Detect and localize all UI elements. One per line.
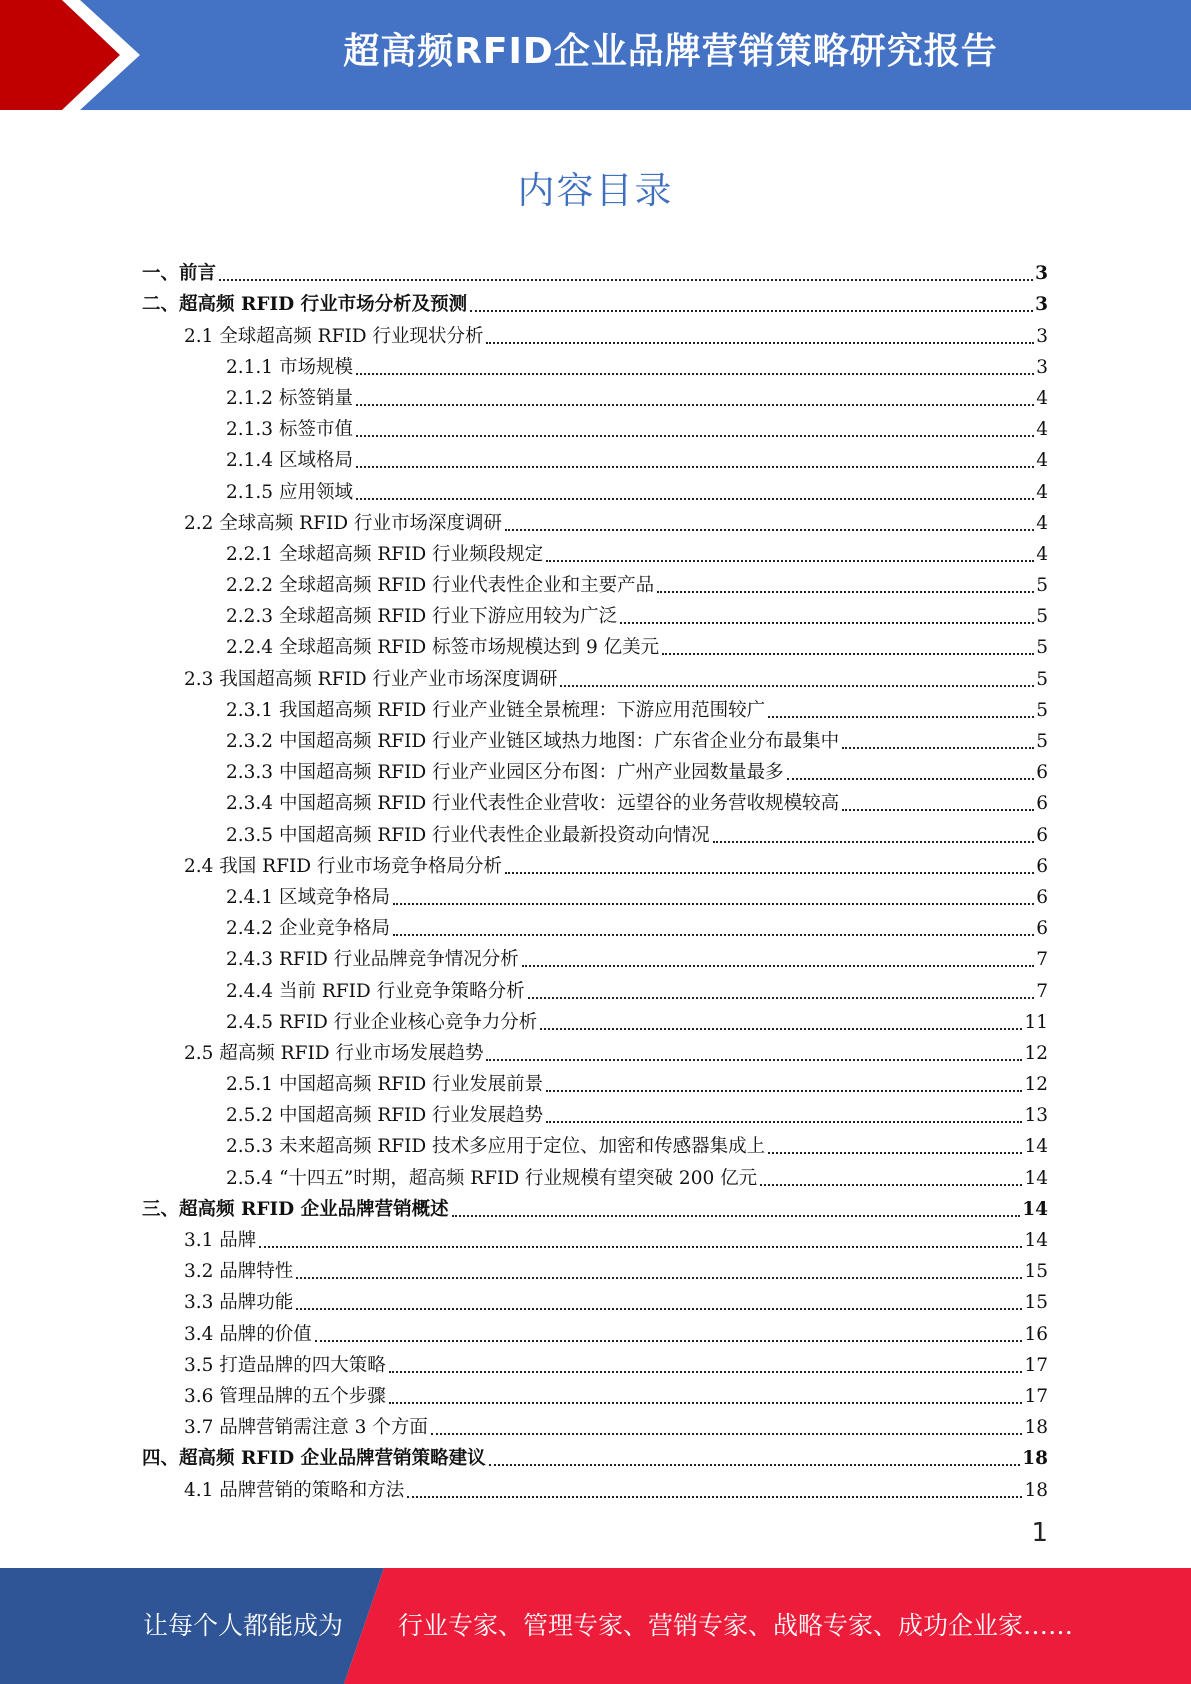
toc-dot-leader [356, 466, 1034, 468]
toc-entry[interactable] [142, 411, 1048, 442]
toc-entry-label: 2.4.4 当前 RFID 行业竞争策略分析 [226, 980, 525, 1002]
toc-entry[interactable] [142, 317, 1048, 348]
toc-dot-leader [620, 622, 1034, 624]
toc-entry[interactable] [142, 1440, 1048, 1471]
toc-entry-page: 17 [1024, 1385, 1048, 1407]
toc-entry-label: 2.5.1 中国超高频 RFID 行业发展前景 [226, 1074, 544, 1096]
toc-entry-page: 5 [1036, 606, 1048, 628]
toc-entry-label: 2.2.3 全球超高频 RFID 行业下游应用较为广泛 [226, 606, 618, 628]
toc-entry-page: 14 [1024, 1167, 1048, 1189]
toc-entry-page: 4 [1036, 543, 1048, 565]
toc-entry-page: 6 [1036, 855, 1048, 877]
toc-entry-page: 3 [1036, 356, 1048, 378]
toc-entry[interactable] [142, 910, 1048, 941]
toc-entry-page: 6 [1036, 886, 1048, 908]
toc-dot-leader [760, 1184, 1022, 1186]
toc-dot-leader [546, 1090, 1022, 1092]
toc-entry[interactable] [142, 723, 1048, 754]
toc-entry-label: 2.4.1 区域竞争格局 [226, 886, 390, 908]
toc-entry-page: 5 [1036, 668, 1048, 690]
toc-entry-page: 4 [1036, 450, 1048, 472]
toc-dot-leader [356, 373, 1034, 375]
toc-entry-label: 2.3.5 中国超高频 RFID 行业代表性企业最新投资动向情况 [226, 824, 710, 846]
toc-entry[interactable] [142, 349, 1048, 380]
toc-dot-leader [505, 529, 1034, 531]
toc-entry-page: 4 [1036, 419, 1048, 441]
toc-entry-page: 4 [1036, 512, 1048, 534]
toc-entry[interactable] [142, 785, 1048, 816]
toc-entry-page: 12 [1024, 1042, 1048, 1064]
toc-dot-leader [393, 903, 1034, 905]
footer-slogan-left: 让每个人都能成为 [143, 1611, 344, 1640]
toc-entry-label: 2.1.4 区域格局 [226, 450, 353, 472]
page-number: 1 [1031, 1518, 1048, 1548]
toc-entry-label: 3.1 品牌 [184, 1230, 257, 1251]
toc-entry[interactable] [142, 1159, 1048, 1190]
toc-dot-leader [662, 653, 1034, 655]
toc-entry-label: 2.3.3 中国超高频 RFID 行业产业园区分布图：广州产业园数量最多 [226, 762, 784, 784]
toc-dot-leader [356, 404, 1034, 406]
toc-entry-label: 2.5.2 中国超高频 RFID 行业发展趋势 [226, 1105, 544, 1127]
toc-entry[interactable] [142, 442, 1048, 473]
toc-entry-label: 2.4.3 RFID 行业品牌竞争情况分析 [226, 949, 519, 971]
toc-entry-label: 3.6 管理品牌的五个步骤 [184, 1385, 386, 1407]
toc-entry-label: 2.1.2 标签销量 [226, 387, 353, 409]
toc-entry[interactable] [142, 1253, 1048, 1284]
toc-entry-page: 12 [1024, 1074, 1048, 1096]
toc-entry-page: 14 [1024, 1230, 1048, 1251]
toc-entry-label: 3.5 打造品牌的四大策略 [184, 1354, 386, 1376]
toc-dot-leader [522, 965, 1034, 967]
toc-entry-page: 18 [1022, 1448, 1048, 1470]
toc-dot-leader [540, 1028, 1022, 1030]
toc-dot-leader [296, 1277, 1022, 1279]
toc-dot-leader [713, 841, 1035, 843]
toc-entry-label: 3.2 品牌特性 [184, 1261, 294, 1283]
toc-entry-label: 2.1.5 应用领域 [226, 481, 353, 503]
toc-dot-leader [560, 685, 1034, 687]
toc-entry-label: 2.5 超高频 RFID 行业市场发展趋势 [184, 1042, 484, 1064]
toc-dot-leader [356, 498, 1034, 500]
toc-entry-label: 2.4 我国 RFID 行业市场竞争格局分析 [184, 855, 502, 877]
toc-entry-page: 3 [1036, 325, 1048, 347]
toc-dot-leader [489, 1464, 1021, 1466]
toc-entry-label: 2.4.5 RFID 行业企业核心竞争力分析 [226, 1011, 538, 1033]
toc-dot-leader [470, 310, 1033, 312]
toc-entry[interactable] [142, 598, 1048, 629]
toc-entry-label: 2.5.3 未来超高频 RFID 技术多应用于定位、加密和传感器集成上 [226, 1136, 766, 1158]
toc-entry[interactable] [142, 1222, 1048, 1253]
toc-entry-label: 2.2.4 全球超高频 RFID 标签市场规模达到 9 亿美元 [226, 637, 660, 659]
toc-entry-label: 2.2.1 全球超高频 RFID 行业频段规定 [226, 543, 544, 565]
table-of-contents [142, 255, 1048, 1503]
toc-entry-label: 四、超高频 RFID 企业品牌营销策略建议 [142, 1448, 486, 1470]
toc-entry[interactable] [142, 692, 1048, 723]
toc-dot-leader [356, 435, 1034, 437]
toc-entry[interactable] [142, 1035, 1048, 1066]
toc-entry-page: 6 [1036, 918, 1048, 940]
toc-entry-label: 3.7 品牌营销需注意 3 个方面 [184, 1417, 428, 1439]
toc-entry-label: 2.3.4 中国超高频 RFID 行业代表性企业营收：远望谷的业务营收规模较高 [226, 793, 840, 815]
toc-dot-leader [407, 1496, 1022, 1498]
toc-entry-label: 2.1.3 标签市值 [226, 419, 353, 441]
toc-dot-leader [768, 1152, 1022, 1154]
toc-dot-leader [657, 591, 1034, 593]
toc-entry-label: 4.1 品牌营销的策略和方法 [184, 1479, 405, 1501]
toc-entry-label: 2.3 我国超高频 RFID 行业产业市场深度调研 [184, 668, 558, 690]
toc-entry-page: 3 [1035, 263, 1048, 285]
toc-entry-label: 2.2.2 全球超高频 RFID 行业代表性企业和主要产品 [226, 575, 655, 597]
toc-entry-page: 5 [1036, 637, 1048, 659]
toc-dot-leader [296, 1308, 1022, 1310]
toc-entry-page: 18 [1024, 1417, 1048, 1439]
toc-dot-leader [389, 1402, 1023, 1404]
toc-dot-leader [219, 279, 1033, 281]
toc-entry-page: 14 [1022, 1198, 1048, 1220]
toc-entry-label: 2.5.4 “十四五”时期，超高频 RFID 行业规模有望突破 200 亿元 [226, 1167, 758, 1189]
toc-entry-label: 2.2 全球高频 RFID 行业市场深度调研 [184, 512, 502, 534]
toc-entry[interactable] [142, 536, 1048, 567]
toc-entry[interactable] [142, 1066, 1048, 1097]
header-arrow-icon [0, 0, 150, 110]
toc-entry-page: 6 [1036, 762, 1048, 784]
toc-entry-page: 17 [1024, 1354, 1048, 1376]
toc-entry[interactable] [142, 1378, 1048, 1409]
toc-entry[interactable] [142, 754, 1048, 785]
footer-slogan-right: 行业专家、管理专家、营销专家、战略专家、成功企业家…… [398, 1611, 1074, 1640]
toc-dot-leader [315, 1340, 1023, 1342]
toc-entry-label: 2.1 全球超高频 RFID 行业现状分析 [184, 325, 484, 347]
toc-entry[interactable] [142, 629, 1048, 660]
toc-entry[interactable] [142, 848, 1048, 879]
toc-dot-leader [528, 997, 1035, 999]
toc-entry-page: 4 [1036, 387, 1048, 409]
header-band [0, 0, 1191, 110]
toc-entry-label: 3.4 品牌的价值 [184, 1323, 312, 1345]
toc-entry-page: 4 [1036, 481, 1048, 503]
toc-entry-label: 2.3.1 我国超高频 RFID 行业产业链全景梳理：下游应用范围较广 [226, 699, 766, 721]
toc-entry-page: 5 [1036, 731, 1048, 752]
toc-entry[interactable] [142, 1128, 1048, 1159]
toc-entry[interactable] [142, 473, 1048, 504]
toc-entry[interactable] [142, 879, 1048, 910]
footer-band [0, 1568, 1191, 1684]
toc-dot-leader [842, 747, 1034, 749]
toc-entry-label: 一、前言 [142, 263, 217, 285]
toc-dot-leader [486, 1059, 1022, 1061]
toc-entry[interactable] [142, 1097, 1048, 1128]
toc-dot-leader [452, 1215, 1021, 1217]
toc-entry[interactable] [142, 505, 1048, 536]
toc-dot-leader [389, 1371, 1023, 1373]
toc-entry[interactable] [142, 1284, 1048, 1315]
toc-entry[interactable] [142, 286, 1048, 317]
toc-entry[interactable] [142, 972, 1048, 1003]
toc-dot-leader [768, 716, 1034, 718]
toc-entry[interactable] [142, 1347, 1048, 1378]
toc-entry-page: 11 [1024, 1011, 1048, 1033]
toc-dot-leader [486, 342, 1034, 344]
toc-entry-page: 7 [1036, 980, 1048, 1002]
toc-entry[interactable] [142, 1004, 1048, 1035]
toc-entry-page: 18 [1024, 1479, 1048, 1501]
toc-entry-label: 三、超高频 RFID 企业品牌营销概述 [142, 1198, 449, 1220]
toc-dot-leader [259, 1246, 1022, 1248]
toc-dot-leader [431, 1433, 1023, 1435]
toc-heading: 内容目录 [517, 169, 674, 212]
toc-dot-leader [546, 560, 1034, 562]
toc-entry-label: 2.4.2 企业竞争格局 [226, 918, 390, 940]
toc-entry-page: 14 [1024, 1136, 1048, 1158]
toc-dot-leader [842, 809, 1034, 811]
toc-entry[interactable] [142, 1315, 1048, 1346]
toc-entry[interactable] [142, 941, 1048, 972]
toc-dot-leader [505, 872, 1034, 874]
toc-dot-leader [787, 778, 1035, 780]
toc-entry-page: 15 [1024, 1292, 1048, 1314]
toc-entry-page: 7 [1036, 949, 1048, 971]
toc-dot-leader [393, 934, 1034, 936]
toc-entry-page: 3 [1035, 294, 1048, 316]
toc-entry[interactable] [142, 1471, 1048, 1502]
toc-entry[interactable] [142, 1191, 1048, 1222]
toc-entry[interactable] [142, 380, 1048, 411]
toc-entry-page: 15 [1024, 1261, 1048, 1283]
toc-entry-page: 5 [1036, 699, 1048, 721]
toc-entry-page: 16 [1024, 1323, 1048, 1345]
toc-entry-label: 2.1.1 市场规模 [226, 356, 353, 378]
toc-entry[interactable] [142, 567, 1048, 598]
document-title: 超高频RFID企业品牌营销策略研究报告 [343, 31, 998, 72]
toc-entry[interactable] [142, 255, 1048, 286]
toc-entry-label: 2.3.2 中国超高频 RFID 行业产业链区域热力地图：广东省企业分布最集中 [226, 731, 840, 752]
toc-entry[interactable] [142, 816, 1048, 847]
toc-entry[interactable] [142, 1409, 1048, 1440]
toc-entry-label: 二、超高频 RFID 行业市场分析及预测 [142, 294, 468, 316]
toc-entry-label: 3.3 品牌功能 [184, 1292, 294, 1314]
toc-entry-page: 6 [1036, 824, 1048, 846]
toc-entry[interactable] [142, 660, 1048, 691]
toc-entry-page: 5 [1036, 575, 1048, 597]
toc-dot-leader [546, 1121, 1022, 1123]
toc-entry-page: 13 [1024, 1105, 1048, 1127]
toc-entry-page: 6 [1036, 793, 1048, 815]
